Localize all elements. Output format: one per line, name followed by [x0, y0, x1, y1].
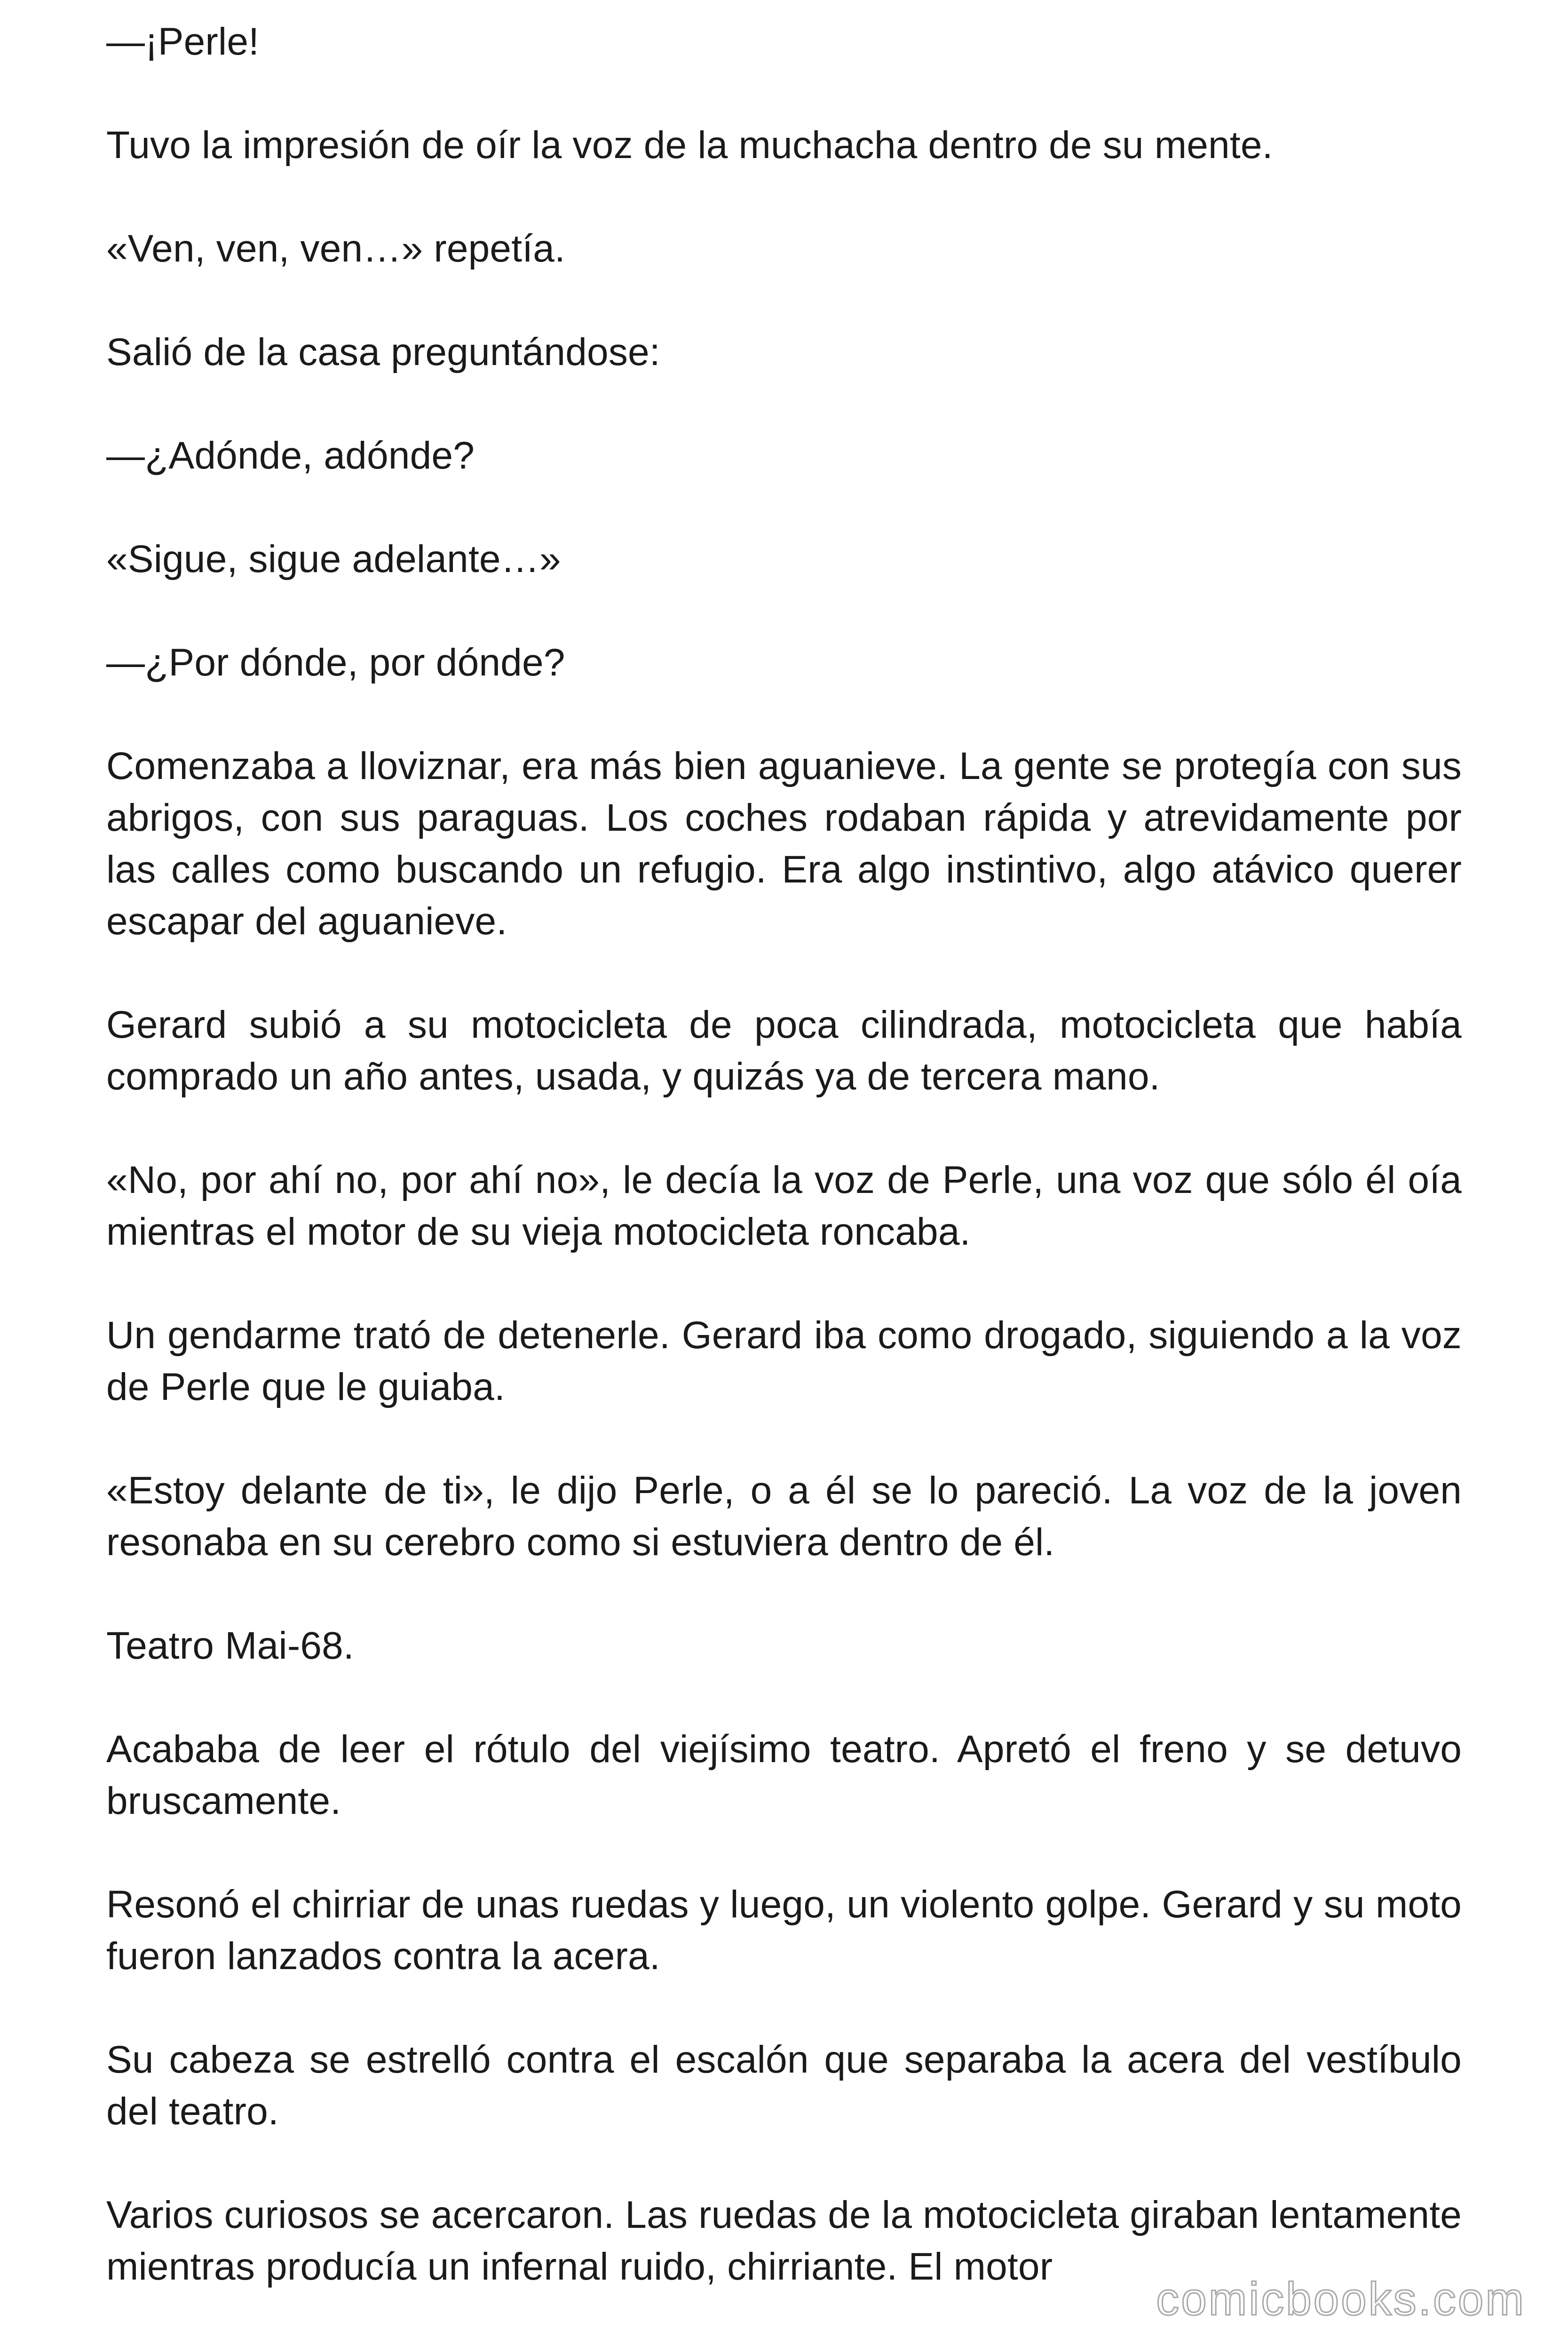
paragraph: Varios curiosos se acercaron. Las ruedas de la motocicleta giraban lentamente mientras producía un infernal ruido, chirriante. El motor: [106, 2193, 1462, 2288]
paragraph: «Ven, ven, ven…» repetía.: [106, 227, 565, 270]
paragraph: Su cabeza se estrelló contra el escalón que separaba la acera del vestíbulo del teatro.: [106, 2038, 1462, 2133]
body-text: [106, 16, 1462, 2293]
paragraph: Comenzaba a lloviznar, era más bien aguanieve. La gente se protegía con sus abrigos, con sus paraguas. Los coches rodaban rápida y atrevidamente por las calles como buscando un refugio. Era algo instintivo, algo atávico querer escapar del aguanieve.: [106, 745, 1462, 943]
paragraph: Teatro Mai-68.: [106, 1624, 354, 1667]
paragraph: «Estoy delante de ti», le dijo Perle, o a él se lo pareció. La voz de la joven resonaba en su cerebro como si estuviera dentro de él.: [106, 1469, 1462, 1564]
paragraph: Un gendarme trató de detenerle. Gerard iba como drogado, siguiendo a la voz de Perle que le guiaba.: [106, 1314, 1462, 1408]
paragraph: «Sigue, sigue adelante…»: [106, 538, 561, 580]
paragraph: «No, por ahí no, por ahí no», le decía la voz de Perle, una voz que sólo él oía mientras el motor de su vieja motocicleta roncaba.: [106, 1159, 1462, 1253]
paragraph: —¡Perle!: [106, 20, 260, 63]
paragraph: Resonó el chirriar de unas ruedas y luego, un violento golpe. Gerard y su moto fueron lanzados contra la acera.: [106, 1883, 1462, 1978]
paragraph: Salió de la casa preguntándose:: [106, 331, 660, 373]
paragraph: —¿Adónde, adónde?: [106, 434, 475, 477]
watermark-logo: comicbooks.com: [1156, 2273, 1526, 2325]
paragraph: Acababa de leer el rótulo del viejísimo teatro. Apretó el freno y se detuvo bruscamente.: [106, 1728, 1462, 1822]
paragraph: Gerard subió a su motocicleta de poca cilindrada, motocicleta que había comprado un año antes, usada, y quizás ya de tercera mano.: [106, 1003, 1462, 1098]
paragraph: —¿Por dónde, por dónde?: [106, 641, 565, 684]
paragraph: Tuvo la impresión de oír la voz de la muchacha dentro de su mente.: [106, 124, 1273, 167]
